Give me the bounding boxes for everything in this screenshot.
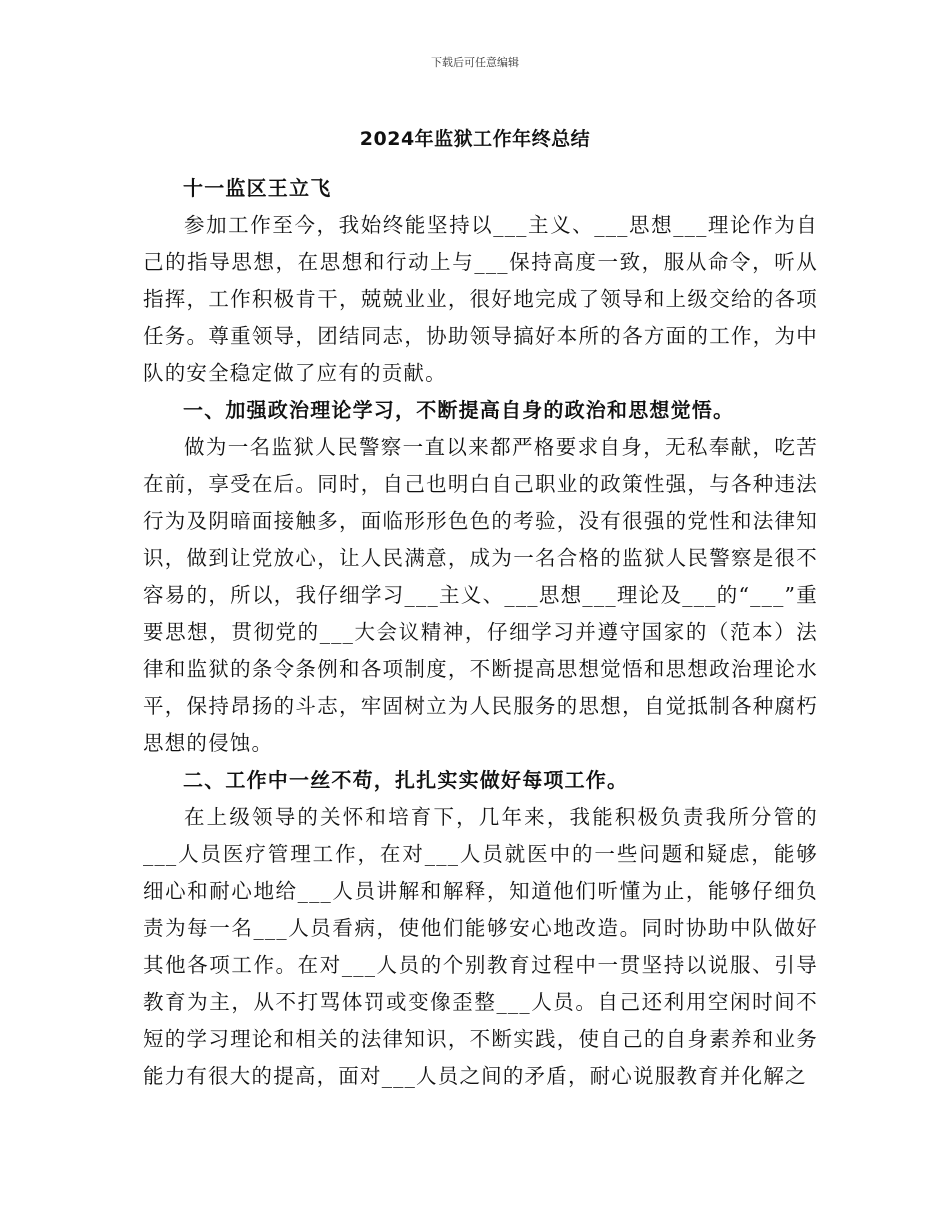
paragraph-intro: 参加工作至今，我始终能坚持以___主义、___思想___理论作为自己的指导思想，在思想和行动上与___保持高度一致，服从命令，听从指挥，工作积极肯干，兢兢业业，很好地完成了领导和上级交给的各项任务。尊重领导，团结同志，协助领导搞好本所的各方面的工作，为中队的安全稳定做了应有的贡献。 [143, 213, 818, 385]
section-heading-2: 二、工作中一丝不苟，扎扎实实做好每项工作。 [183, 768, 629, 792]
author-line: 十一监区王立飞 [183, 176, 332, 200]
document-title: 2024年监狱工作年终总结 [359, 128, 591, 150]
paragraph-section-2: 在上级领导的关怀和培育下，几年来，我能积极负责我所分管的___人员医疗管理工作，在对___人员就医中的一些问题和疑虑，能够细心和耐心地给___人员讲解和解释，知道他们听懂为止，能够仔细负责为每一名___人员看病，使他们能够安心地改造。同时协助中队做好其他各项工作。在对___人员的个别教育过程中一贯坚持以说服、引导教育为主，从不打骂体罚或变像歪整___人员。自己还利用空闲时间不短的学习理论和相关的法律知识，不断实践，使自己的自身素养和业务能力有很大的提高，面对___人员之间的矛盾，耐心说服教育并化解之 [143, 805, 818, 1088]
section-heading-1: 一、加强政治理论学习，不断提高自身的政治和思想觉悟。 [183, 398, 735, 422]
document-body [143, 170, 818, 1095]
page-header-note: 下载后可任意编辑 [431, 56, 519, 69]
paragraph-section-1: 做为一名监狱人民警察一直以来都严格要求自身，无私奉献，吃苦在前，享受在后。同时，自己也明白自己职业的政策性强，与各种违法行为及阴暗面接触多，面临形形色色的考验，没有很强的党性和法律知识，做到让党放心，让人民满意，成为一名合格的监狱人民警察是很不容易的，所以，我仔细学习___主义、___思想___理论及___的“___”重要思想，贯彻党的___大会议精神，仔细学习并遵守国家的（范本）法律和监狱的条令条例和各项制度，不断提高思想觉悟和思想政治理论水平，保持昂扬的斗志，牢固树立为人民服务的思想，自觉抵制各种腐朽思想的侵蚀。 [143, 435, 818, 755]
